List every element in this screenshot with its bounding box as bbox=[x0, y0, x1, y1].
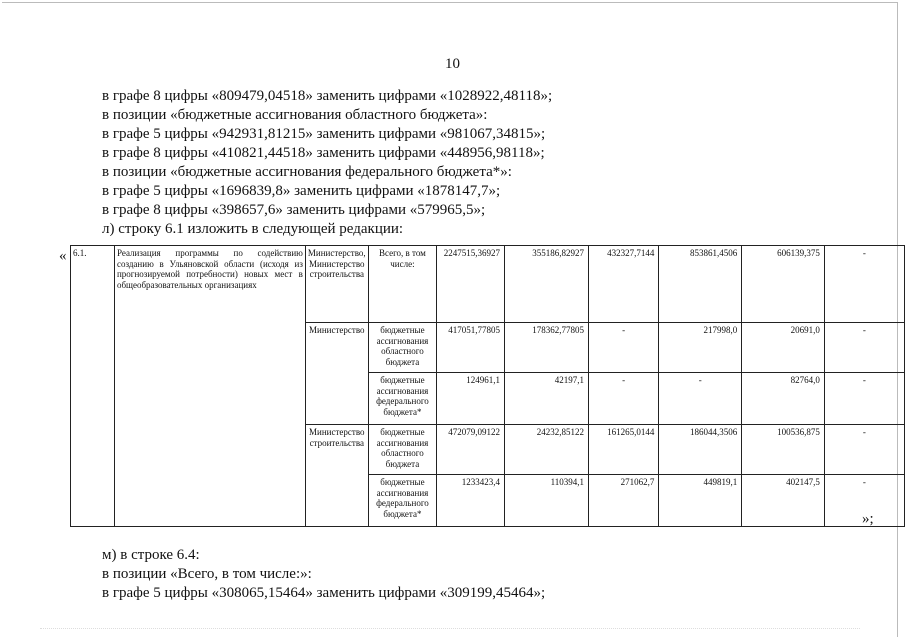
paragraph-line: в графе 8 цифры «410821,44518» заменить цифрами «448956,98118»; bbox=[102, 145, 545, 161]
paragraph-line: л) строку 6.1 изложить в следующей редакции: bbox=[102, 221, 404, 237]
paragraph-line: в графе 5 цифры «308065,15464» заменить цифрами «309199,45464»; bbox=[102, 585, 546, 601]
value-cell: 161265,0144 bbox=[589, 425, 659, 475]
paragraph-line: в графе 5 цифры «1696839,8» заменить цифрами «1878147,7»; bbox=[102, 183, 501, 199]
funding-source-cell: бюджетные ассигнования областного бюджета bbox=[368, 323, 437, 373]
value-cell: - bbox=[824, 475, 904, 527]
value-cell: 217998,0 bbox=[659, 323, 742, 373]
value-cell: - bbox=[824, 425, 904, 475]
paragraph-line: в графе 8 цифры «809479,04518» заменить цифрами «1028922,48118»; bbox=[102, 88, 553, 104]
budget-table bbox=[70, 245, 905, 527]
value-cell: 178362,77805 bbox=[505, 323, 589, 373]
funding-source-cell: бюджетные ассигнования федерального бюджета* bbox=[368, 373, 437, 425]
value-cell: 606139,375 bbox=[742, 246, 825, 323]
paragraph-line: в графе 5 цифры «942931,81215» заменить цифрами «981067,34815»; bbox=[102, 126, 546, 142]
paragraph-line: в позиции «бюджетные ассигнования областного бюджета»: bbox=[102, 107, 488, 123]
value-cell: 402147,5 bbox=[742, 475, 825, 527]
value-cell: - bbox=[659, 373, 742, 425]
row-name-cell: Реализация программы по содействию созданию в Ульяновской области (исходя из прогнозируемой потребности) новых мест в общеобразовательных организациях bbox=[114, 246, 305, 527]
value-cell: 124961,1 bbox=[437, 373, 505, 425]
executor-cell: Министерство bbox=[305, 323, 368, 425]
value-cell: 449819,1 bbox=[659, 475, 742, 527]
scan-noise-line bbox=[40, 628, 860, 630]
value-cell: - bbox=[824, 246, 904, 323]
value-cell: 853861,4506 bbox=[659, 246, 742, 323]
row-number-cell: 6.1. bbox=[71, 246, 115, 527]
value-cell: 472079,09122 bbox=[437, 425, 505, 475]
value-cell: 417051,77805 bbox=[437, 323, 505, 373]
value-cell: 271062,7 bbox=[589, 475, 659, 527]
executor-cell: Министерство строительства bbox=[305, 425, 368, 527]
value-cell: 100536,875 bbox=[742, 425, 825, 475]
value-cell: 82764,0 bbox=[742, 373, 825, 425]
value-cell: 42197,1 bbox=[505, 373, 589, 425]
value-cell: - bbox=[589, 323, 659, 373]
closing-quote: »; bbox=[862, 511, 874, 527]
page-number: 10 bbox=[445, 56, 460, 72]
opening-quote: « bbox=[59, 248, 67, 264]
value-cell: - bbox=[589, 373, 659, 425]
paragraph-line: в графе 8 цифры «398657,6» заменить цифрами «579965,5»; bbox=[102, 202, 486, 218]
value-cell: 432327,7144 bbox=[589, 246, 659, 323]
table-row bbox=[71, 246, 905, 323]
value-cell: 2247515,36927 bbox=[437, 246, 505, 323]
paragraph-line: м) в строке 6.4: bbox=[102, 547, 200, 563]
value-cell: - bbox=[824, 373, 904, 425]
executor-cell: Министерство, Министерство строительства bbox=[305, 246, 368, 323]
paragraph-line: в позиции «бюджетные ассигнования федерального бюджета*»: bbox=[102, 164, 512, 180]
funding-source-cell: Всего, в том числе: bbox=[368, 246, 437, 323]
funding-source-cell: бюджетные ассигнования областного бюджета bbox=[368, 425, 437, 475]
value-cell: 355186,82927 bbox=[505, 246, 589, 323]
value-cell: 110394,1 bbox=[505, 475, 589, 527]
value-cell: 186044,3506 bbox=[659, 425, 742, 475]
funding-source-cell: бюджетные ассигнования федерального бюджета* bbox=[368, 475, 437, 527]
paragraph-line: в позиции «Всего, в том числе:»: bbox=[102, 566, 312, 582]
value-cell: - bbox=[824, 323, 904, 373]
value-cell: 20691,0 bbox=[742, 323, 825, 373]
value-cell: 1233423,4 bbox=[437, 475, 505, 527]
value-cell: 24232,85122 bbox=[505, 425, 589, 475]
